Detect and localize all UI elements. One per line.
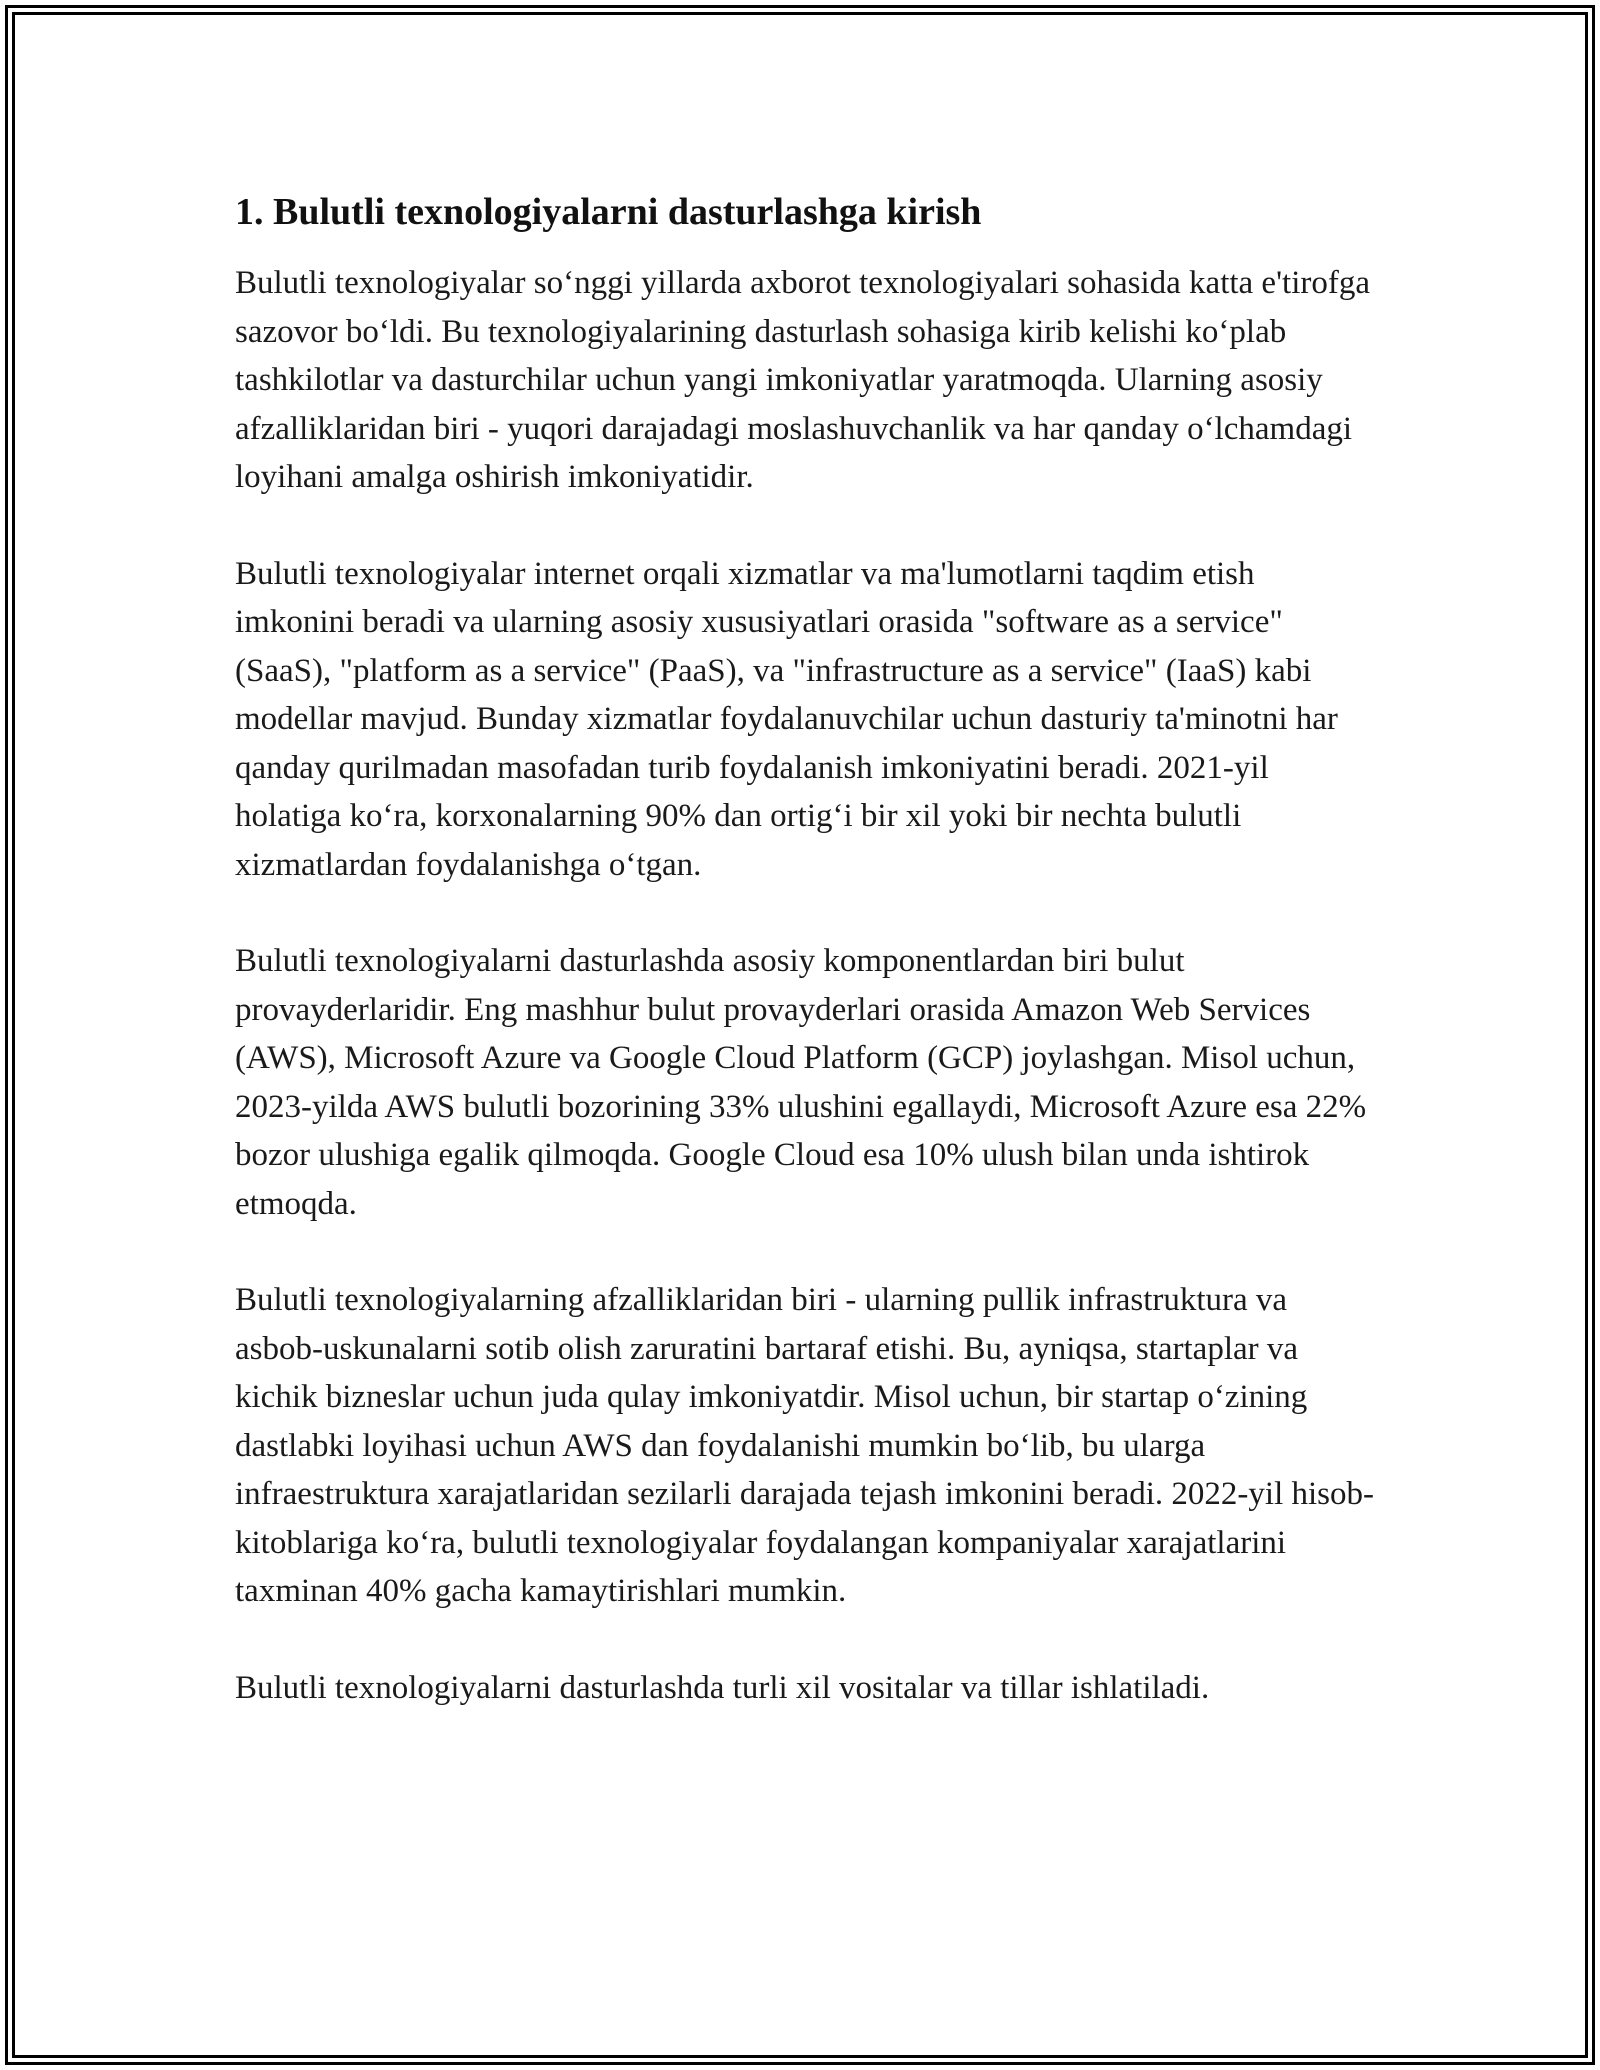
section-heading: 1. Bulutli texnologiyalarni dasturlashga kirish [235, 191, 982, 233]
paragraph-service-models: Bulutli texnologiyalar internet orqali xizmatlar va ma'lumotlarni taqdim etish imkonini beradi va ularning asosiy xususiyatlari orasida "software as a service" (SaaS), "platform as a service" (PaaS), va "infrastructure as a service" (IaaS) kabi modellar mavjud. Bunday xizmatlar foydalanuvchilar uchun dasturiy ta'minotni har qanday qurilmadan masofadan turib foydalanish imkoniyatini beradi. 2021-yil holatiga ko‘ra, korxonalarning 90% dan ortig‘i bir xil yoki bir nechta bulutli xizmatlardan foydalanishga o‘tgan. [235, 555, 1338, 883]
paragraph-tools: Bulutli texnologiyalarni dasturlashda turli xil vositalar va tillar ishlatiladi. [235, 1669, 1210, 1706]
paragraph-intro: Bulutli texnologiyalar so‘nggi yillarda axborot texnologiyalari sohasida katta e'tirofga sazovor bo‘ldi. Bu texnologiyalarining dasturlash sohasiga kirib kelishi ko‘plab tashkilotlar va dasturchilar uchun yangi imkoniyatlar yaratmoqda. Ularning asosiy afzalliklaridan biri - yuqori darajadagi moslashuvchanlik va har qanday o‘lchamdagi loyihani amalga oshirish imkoniyatidir. [235, 265, 1370, 495]
paragraph-advantages: Bulutli texnologiyalarning afzalliklaridan biri - ularning pullik infrastruktura va asbob-uskunalarni sotib olish zaruratini bartaraf etishi. Bu, ayniqsa, startaplar va kichik bizneslar uchun juda qulay imkoniyatdir. Misol uchun, bir startap o‘zining dastlabki loyihasi uchun AWS dan foydalanishi mumkin bo‘lib, bu ularga infraestruktura xarajatlaridan sezilarli darajada tejash imkonini beradi. 2022-yil hisob-kitoblariga ko‘ra, bulutli texnologiyalar foydalangan kompaniyalar xarajatlarini taxminan 40% gacha kamaytirishlari mumkin. [235, 1282, 1374, 1609]
paragraph-providers: Bulutli texnologiyalarni dasturlashda asosiy komponentlardan biri bulut provayderlaridir. Eng mashhur bulut provayderlari orasida Amazon Web Services (AWS), Microsoft Azure va Google Cloud Platform (GCP) joylashgan. Misol uchun, 2023-yilda AWS bulutli bozorining 33% ulushini egallaydi, Microsoft Azure esa 22% bozor ulushiga egalik qilmoqda. Google Cloud esa 10% ulush bilan unda ishtirok etmoqda. [235, 943, 1367, 1222]
document-body [235, 183, 1375, 1760]
